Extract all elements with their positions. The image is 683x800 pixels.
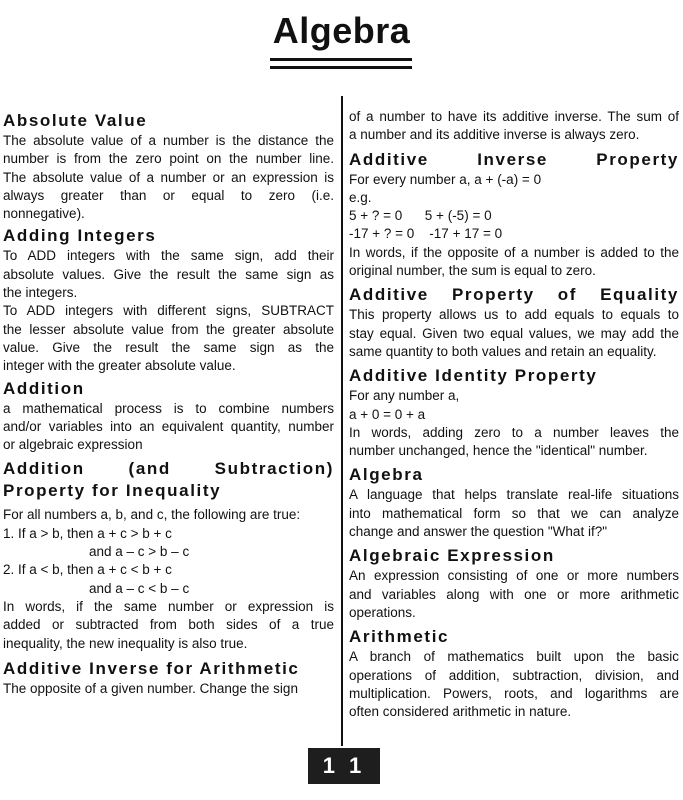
entry-text-line: This property allows us to add equals to equals to [349,307,679,323]
entry-algebraic-expression [349,545,679,622]
entry-text-line: nonnegative). [3,206,85,222]
entry-text-line: stay equal. Given two equal values, we may add the [349,325,679,341]
entry-text-line: into mathematical form so that we can analyze [349,505,679,521]
entry-text-line: For any number a, [349,388,460,404]
left-column [3,108,334,698]
entry-text-line: The absolute value of a number is the distance the [3,133,334,148]
entry-text-line: An expression consisting of one or more numbers [349,568,679,584]
entry-text-line: number is from the zero point on the number line. [3,151,334,167]
entry-heading: Adding Integers [3,226,157,246]
column-divider [341,96,343,746]
inequality-rule: and a – c > b – c [89,544,190,560]
entry-text-line: a number and its additive inverse is always zero. [349,127,640,143]
entry-heading: Absolute Value [3,111,148,130]
entry-heading: Additive Inverse Property [349,149,679,169]
title-rule-bottom [270,66,412,69]
entry-text-line: In words, if the opposite of a number is added to the [349,244,679,260]
right-column [349,108,679,721]
entry-heading: Algebraic Expression [349,546,555,566]
example-line: 5 + ? = 0 5 + (-5) = 0 [349,208,492,224]
entry-text-line: often considered arithmetic in nature. [349,704,572,720]
entry-text-line: number unchanged, hence the "identical" number. [349,443,648,459]
entry-text-line: integer with the greater absolute value. [3,358,236,374]
entry-text-line: or algebraic expression [3,437,143,453]
entry-heading: Additive Inverse for Arithmetic [3,658,300,678]
inequality-rule: 1. If a > b, then a + c > b + c [3,525,172,541]
entry-heading: Additive Property of Equality [349,285,679,305]
entry-text-line: and variables along with one or more arithmetic [349,586,679,602]
entry-heading: Arithmetic [349,627,450,647]
page-number: 1 1 [308,748,380,784]
entry-text-line: absolute values. Give the result the same sign as [3,266,334,282]
entry-text-line: To ADD integers with different signs, SUBTRACT [3,303,334,319]
entry-text-line: For every number a, a + (-a) = 0 [349,171,542,187]
entry-text-line: and/or variables into an equivalent quantity, number [3,418,334,434]
entry-text-line: original number, the sum is equal to zero. [349,263,596,279]
entry-text-line: operations of addition, subtraction, division, and [349,667,679,683]
example-line: -17 + ? = 0 -17 + 17 = 0 [349,226,503,242]
entry-text-line: a mathematical process is to combine numbers [3,400,334,416]
entry-additive-inverse-property [349,149,679,281]
inequality-rule: 2. If a < b, then a + c < b + c [3,562,172,578]
entry-additive-identity [349,365,679,460]
entry-text-line: operations. [349,604,416,620]
inequality-rule: and a – c < b – c [89,580,190,596]
entry-text-line: the lesser absolute value from the greater absolute [3,321,334,337]
entry-text-line: the integers. [3,285,78,301]
entry-text-line: change and answer the question "What if?" [349,524,607,540]
entry-absolute-value [3,110,334,223]
entry-text-line: added or subtracted from both sides of a true [3,617,334,633]
entry-heading: Additive Identity Property [349,366,598,386]
entry-addition-inequality [3,458,334,652]
entry-text-line: The absolute value of a number or an expression is [3,169,334,185]
entry-additive-property-equality [349,284,679,361]
entry-heading-continued: Property for Inequality [3,481,222,501]
entry-text-line: multiplication. Powers, roots, and logarithms are [349,685,679,701]
entry-text-line: a + 0 = 0 + a [349,406,426,422]
entry-text-line: A language that helps translate real-life situations [349,487,679,503]
entry-text-line: In words, if the same number or expression is [3,598,334,614]
entry-adding-integers [3,225,334,375]
entry-addition [3,378,334,455]
entry-algebra [349,464,679,541]
entry-text-line: For all numbers a, b, and c, the following are true: [3,507,301,523]
entry-text-line: value. Give the result the same sign as the [3,339,334,355]
page-title: Algebra [272,10,411,51]
entry-heading: Addition (and Subtraction) [3,459,334,479]
entry-continued [349,108,679,145]
entry-text-line: same quantity to both values and retain an equality. [349,343,657,359]
entry-text-line: e.g. [349,189,372,205]
entry-text-line: always greater than or equal to zero (i.e. [3,187,334,203]
entry-heading: Addition [3,378,85,398]
title-rule-top [270,58,412,61]
entry-text-line: A branch of mathematics built upon the basic [349,649,679,665]
entry-arithmetic [349,626,679,721]
entry-heading: Algebra [349,465,424,485]
entry-additive-inverse-arithmetic [3,658,334,698]
entry-text-line: of a number to have its additive inverse. The sum of [349,109,679,124]
entry-text-line: The opposite of a given number. Change the sign [3,680,298,696]
entry-text-line: In words, adding zero to a number leaves the [349,424,679,440]
entry-text-line: To ADD integers with the same sign, add their [3,248,334,264]
entry-text-line: inequality, the new inequality is also true. [3,635,248,651]
